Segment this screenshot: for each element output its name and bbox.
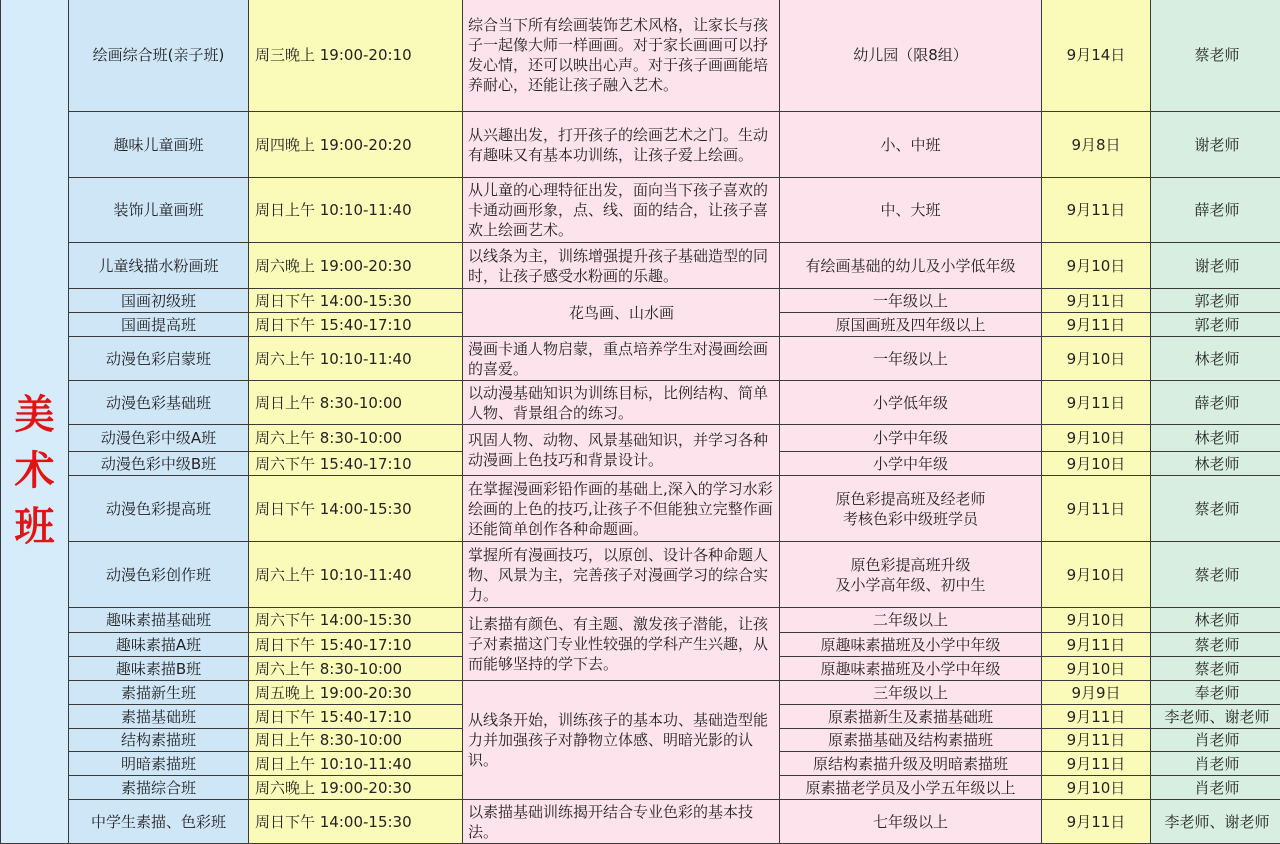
table-row xyxy=(1,0,1280,112)
class-start-date-cell: 9月10日 xyxy=(1042,608,1151,633)
class-name-cell: 动漫色彩基础班 xyxy=(69,381,249,425)
category-label xyxy=(1,0,69,844)
class-requirement-cell: 七年级以上 xyxy=(780,800,1042,844)
class-requirement-cell: 原国画班及四年级以上 xyxy=(780,313,1042,337)
class-time-cell: 周日上午 8:30-10:00 xyxy=(249,729,463,752)
class-description-cell: 从线条开始，训练孩子的基本功、基础造型能力并加强孩子对静物立体感、明暗光影的认识。 xyxy=(463,681,780,800)
class-time-cell: 周日下午 14:00-15:30 xyxy=(249,289,463,313)
class-start-date-cell: 9月11日 xyxy=(1042,633,1151,657)
class-name-cell: 明暗素描班 xyxy=(69,752,249,776)
class-name-cell: 动漫色彩中级A班 xyxy=(69,425,249,452)
class-requirement-cell: 原色彩提高班升级 及小学高年级、初中生 xyxy=(780,542,1042,608)
class-start-date-cell: 9月11日 xyxy=(1042,800,1151,844)
class-requirement-cell: 三年级以上 xyxy=(780,681,1042,705)
class-requirement-cell: 有绘画基础的幼儿及小学低年级 xyxy=(780,243,1042,289)
class-requirement-cell: 幼儿园（限8组） xyxy=(780,0,1042,112)
class-teacher-cell: 蔡老师 xyxy=(1151,476,1280,542)
table-row xyxy=(1,337,1280,381)
class-start-date-cell: 9月11日 xyxy=(1042,729,1151,752)
class-requirement-cell: 小学低年级 xyxy=(780,381,1042,425)
class-time-cell: 周六晚上 19:00-20:30 xyxy=(249,243,463,289)
table-row xyxy=(1,542,1280,608)
class-requirement-cell: 原趣味素描班及小学中年级 xyxy=(780,657,1042,681)
class-start-date-cell: 9月11日 xyxy=(1042,381,1151,425)
class-description-cell: 综合当下所有绘画装饰艺术风格，让家长与孩子一起像大师一样画画。对于家长画画可以抒发心情，还可以映出心声。对于孩子画画能培养耐心，还能让孩子融入艺术。 xyxy=(463,0,780,112)
class-start-date-cell: 9月10日 xyxy=(1042,657,1151,681)
table-row xyxy=(1,425,1280,452)
class-description-cell: 花鸟画、山水画 xyxy=(463,289,780,337)
class-time-cell: 周六上午 8:30-10:00 xyxy=(249,657,463,681)
class-teacher-cell: 林老师 xyxy=(1151,337,1280,381)
class-time-cell: 周日上午 8:30-10:00 xyxy=(249,381,463,425)
class-start-date-cell: 9月11日 xyxy=(1042,289,1151,313)
class-name-cell: 素描基础班 xyxy=(69,705,249,729)
category-text xyxy=(11,387,59,555)
class-requirement-cell: 原趣味素描班及小学中年级 xyxy=(780,633,1042,657)
class-description-cell: 巩固人物、动物、风景基础知识，并学习各种动漫画上色技巧和背景设计。 xyxy=(463,425,780,476)
class-name-cell: 动漫色彩中级B班 xyxy=(69,452,249,476)
class-name-cell: 动漫色彩提高班 xyxy=(69,476,249,542)
class-name-cell: 国画初级班 xyxy=(69,289,249,313)
class-time-cell: 周四晚上 19:00-20:20 xyxy=(249,112,463,178)
class-teacher-cell: 蔡老师 xyxy=(1151,633,1280,657)
class-name-cell: 趣味素描A班 xyxy=(69,633,249,657)
class-teacher-cell: 蔡老师 xyxy=(1151,0,1280,112)
table-row xyxy=(1,243,1280,289)
table-row xyxy=(1,289,1280,313)
class-time-cell: 周六下午 15:40-17:10 xyxy=(249,452,463,476)
table-row xyxy=(1,476,1280,542)
class-name-cell: 趣味素描基础班 xyxy=(69,608,249,633)
class-description-cell: 以动漫基础知识为训练目标，比例结构、简单人物、背景组合的练习。 xyxy=(463,381,780,425)
class-time-cell: 周六晚上 19:00-20:30 xyxy=(249,776,463,800)
category-char: 美 xyxy=(11,387,59,443)
class-start-date-cell: 9月9日 xyxy=(1042,681,1151,705)
class-name-cell: 动漫色彩创作班 xyxy=(69,542,249,608)
class-description-cell: 以素描基础训练揭开结合专业色彩的基本技法。 xyxy=(463,800,780,844)
class-start-date-cell: 9月11日 xyxy=(1042,752,1151,776)
class-name-cell: 趣味素描B班 xyxy=(69,657,249,681)
class-teacher-cell: 谢老师 xyxy=(1151,112,1280,178)
class-teacher-cell: 李老师、谢老师 xyxy=(1151,705,1280,729)
class-name-cell: 素描综合班 xyxy=(69,776,249,800)
table-row xyxy=(1,178,1280,243)
class-requirement-cell: 原素描基础及结构素描班 xyxy=(780,729,1042,752)
class-requirement-cell: 原色彩提高班及经老师 考核色彩中级班学员 xyxy=(780,476,1042,542)
class-requirement-cell: 中、大班 xyxy=(780,178,1042,243)
table-row xyxy=(1,112,1280,178)
class-teacher-cell: 郭老师 xyxy=(1151,313,1280,337)
class-start-date-cell: 9月11日 xyxy=(1042,705,1151,729)
class-time-cell: 周日下午 15:40-17:10 xyxy=(249,313,463,337)
class-time-cell: 周日下午 15:40-17:10 xyxy=(249,705,463,729)
class-start-date-cell: 9月10日 xyxy=(1042,243,1151,289)
class-requirement-cell: 小学中年级 xyxy=(780,425,1042,452)
class-time-cell: 周六上午 10:10-11:40 xyxy=(249,337,463,381)
class-description-cell: 掌握所有漫画技巧，以原创、设计各种命题人物、风景为主，完善孩子对漫画学习的综合实力。 xyxy=(463,542,780,608)
class-time-cell: 周日下午 14:00-15:30 xyxy=(249,476,463,542)
class-requirement-cell: 一年级以上 xyxy=(780,289,1042,313)
class-description-cell: 从兴趣出发，打开孩子的绘画艺术之门。生动有趣味又有基本功训练，让孩子爱上绘画。 xyxy=(463,112,780,178)
table-row xyxy=(1,608,1280,633)
class-teacher-cell: 薛老师 xyxy=(1151,178,1280,243)
table-row xyxy=(1,681,1280,705)
class-description-cell: 在掌握漫画彩铅作画的基础上,深入的学习水彩绘画的上色的技巧,让孩子不但能独立完整作画还能简单创作各种命题画。 xyxy=(463,476,780,542)
class-description-cell: 从儿童的心理特征出发，面向当下孩子喜欢的卡通动画形象，点、线、面的结合，让孩子喜欢上绘画艺术。 xyxy=(463,178,780,243)
class-start-date-cell: 9月10日 xyxy=(1042,542,1151,608)
class-requirement-cell: 小学中年级 xyxy=(780,452,1042,476)
class-teacher-cell: 谢老师 xyxy=(1151,243,1280,289)
class-name-cell: 动漫色彩启蒙班 xyxy=(69,337,249,381)
class-name-cell: 结构素描班 xyxy=(69,729,249,752)
class-requirement-cell: 一年级以上 xyxy=(780,337,1042,381)
class-name-cell: 装饰儿童画班 xyxy=(69,178,249,243)
class-time-cell: 周五晚上 19:00-20:30 xyxy=(249,681,463,705)
class-teacher-cell: 薛老师 xyxy=(1151,381,1280,425)
class-teacher-cell: 肖老师 xyxy=(1151,776,1280,800)
class-teacher-cell: 林老师 xyxy=(1151,425,1280,452)
class-start-date-cell: 9月8日 xyxy=(1042,112,1151,178)
class-name-cell: 趣味儿童画班 xyxy=(69,112,249,178)
class-teacher-cell: 蔡老师 xyxy=(1151,657,1280,681)
class-description-cell: 让素描有颜色、有主题、激发孩子潜能，让孩子对素描这门专业性较强的学科产生兴趣，从而能够坚持的学下去。 xyxy=(463,608,780,681)
class-start-date-cell: 9月10日 xyxy=(1042,452,1151,476)
class-teacher-cell: 肖老师 xyxy=(1151,752,1280,776)
class-start-date-cell: 9月11日 xyxy=(1042,476,1151,542)
class-name-cell: 绘画综合班(亲子班) xyxy=(69,0,249,112)
class-start-date-cell: 9月10日 xyxy=(1042,337,1151,381)
class-teacher-cell: 奉老师 xyxy=(1151,681,1280,705)
category-char: 班 xyxy=(11,499,59,555)
class-start-date-cell: 9月10日 xyxy=(1042,776,1151,800)
class-teacher-cell: 肖老师 xyxy=(1151,729,1280,752)
class-time-cell: 周六上午 10:10-11:40 xyxy=(249,542,463,608)
class-requirement-cell: 小、中班 xyxy=(780,112,1042,178)
class-time-cell: 周日上午 10:10-11:40 xyxy=(249,178,463,243)
class-start-date-cell: 9月14日 xyxy=(1042,0,1151,112)
class-requirement-cell: 二年级以上 xyxy=(780,608,1042,633)
class-requirement-cell: 原结构素描升级及明暗素描班 xyxy=(780,752,1042,776)
table-row xyxy=(1,381,1280,425)
class-teacher-cell: 李老师、谢老师 xyxy=(1151,800,1280,844)
table-row xyxy=(1,800,1280,844)
class-start-date-cell: 9月11日 xyxy=(1042,313,1151,337)
class-start-date-cell: 9月11日 xyxy=(1042,178,1151,243)
class-name-cell: 素描新生班 xyxy=(69,681,249,705)
class-time-cell: 周三晚上 19:00-20:10 xyxy=(249,0,463,112)
class-time-cell: 周六下午 14:00-15:30 xyxy=(249,608,463,633)
class-time-cell: 周六上午 8:30-10:00 xyxy=(249,425,463,452)
class-description-cell: 以线条为主，训练增强提升孩子基础造型的同时，让孩子感受水粉画的乐趣。 xyxy=(463,243,780,289)
class-start-date-cell: 9月10日 xyxy=(1042,425,1151,452)
class-teacher-cell: 林老师 xyxy=(1151,608,1280,633)
class-teacher-cell: 蔡老师 xyxy=(1151,542,1280,608)
class-time-cell: 周日上午 10:10-11:40 xyxy=(249,752,463,776)
class-teacher-cell: 林老师 xyxy=(1151,452,1280,476)
class-name-cell: 中学生素描、色彩班 xyxy=(69,800,249,844)
class-name-cell: 国画提高班 xyxy=(69,313,249,337)
class-requirement-cell: 原素描新生及素描基础班 xyxy=(780,705,1042,729)
class-teacher-cell: 郭老师 xyxy=(1151,289,1280,313)
class-time-cell: 周日下午 15:40-17:10 xyxy=(249,633,463,657)
class-name-cell: 儿童线描水粉画班 xyxy=(69,243,249,289)
class-requirement-cell: 原素描老学员及小学五年级以上 xyxy=(780,776,1042,800)
category-char: 术 xyxy=(11,443,59,499)
class-time-cell: 周日下午 14:00-15:30 xyxy=(249,800,463,844)
class-description-cell: 漫画卡通人物启蒙，重点培养学生对漫画绘画的喜爱。 xyxy=(463,337,780,381)
